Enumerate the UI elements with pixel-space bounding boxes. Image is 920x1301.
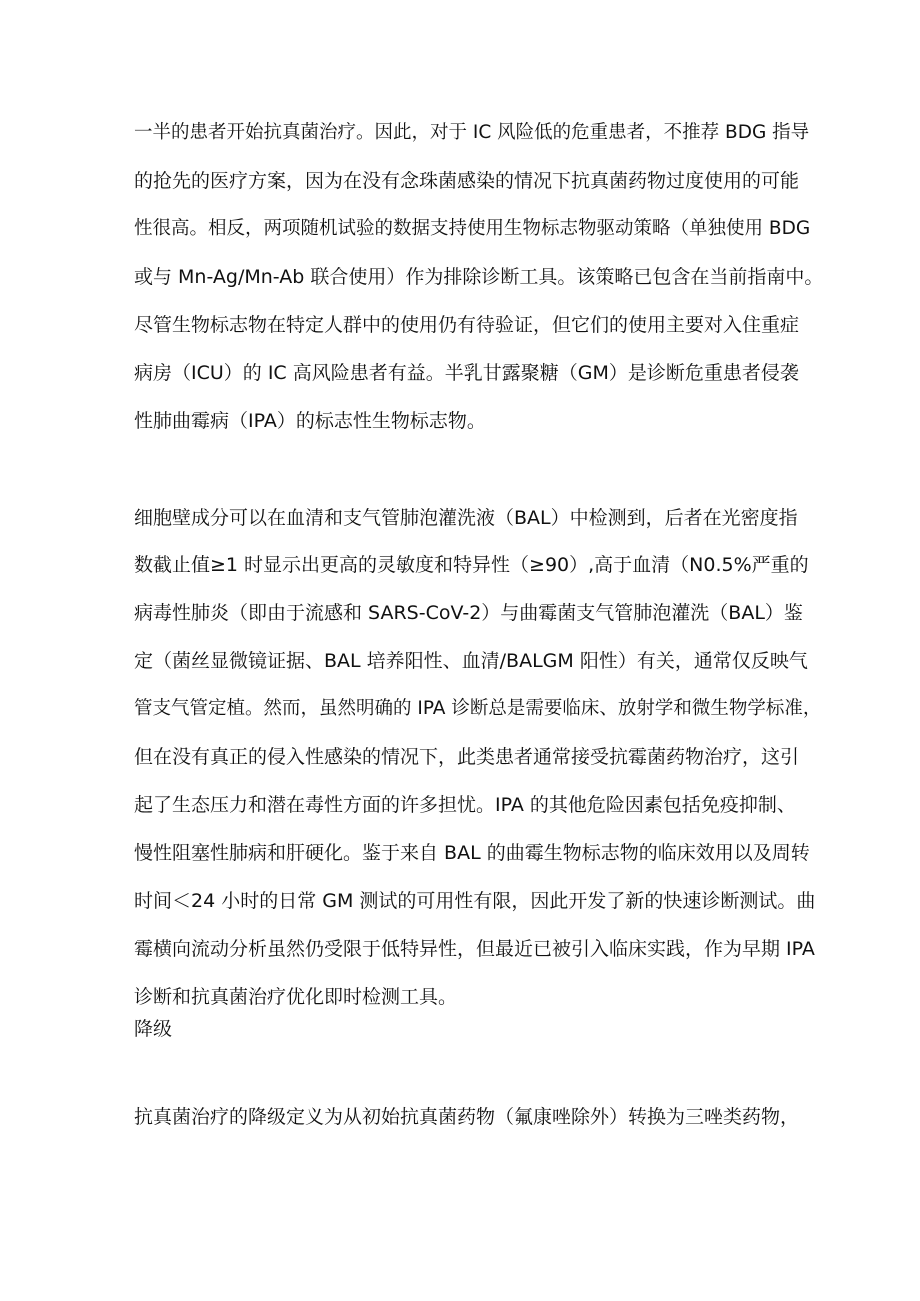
paragraph-line: 的抢先的医疗方案，因为在没有念珠菌感染的情况下抗真菌药物过度使用的可能 xyxy=(134,170,800,192)
paragraph-line: 病毒性肺炎（即由于流感和 SARS-CoV-2）与曲霉菌支气管肺泡灌洗（BAL）鉴 xyxy=(134,602,803,624)
paragraph-line: 起了生态压力和潜在毒性方面的许多担忧。IPA 的其他危险因素包括免疫抑制、 xyxy=(134,794,796,816)
paragraph-line: 时间＜24 小时的日常 GM 测试的可用性有限，因此开发了新的快速诊断测试。曲 xyxy=(134,890,816,912)
paragraph-line: 慢性阻塞性肺病和肝硬化。鉴于来自 BAL 的曲霉生物标志物的临床效用以及周转 xyxy=(134,842,810,864)
paragraph-line: 数截止值≥1 时显示出更高的灵敏度和特异性（≥90）,高于血清（N0.5%严重的 xyxy=(134,554,809,576)
paragraph-line: 诊断和抗真菌治疗优化即时检测工具。 xyxy=(134,986,458,1008)
paragraph-line: 管支气管定植。然而，虽然明确的 IPA 诊断总是需要临床、放射学和微生物学标准， xyxy=(134,698,822,719)
paragraph-line: 性肺曲霉病（IPA）的标志性生物标志物。 xyxy=(134,410,486,432)
paragraph-line: 霉横向流动分析虽然仍受限于低特异性，但最近已被引入临床实践，作为早期 IPA xyxy=(134,938,815,960)
paragraph-line: 细胞壁成分可以在血清和支气管肺泡灌洗液（BAL）中检测到，后者在光密度指 xyxy=(134,507,798,529)
paragraph-line: 病房（ICU）的 IC 高风险患者有益。半乳甘露聚糖（GM）是诊断危重患者侵袭 xyxy=(134,362,799,384)
paragraph-line: 或与 Mn-Ag/Mn-Ab 联合使用）作为排除诊断工具。该策略已包含在当前指南中。 xyxy=(134,266,824,288)
paragraph-line: 但在没有真正的侵入性感染的情况下，此类患者通常接受抗霉菌药物治疗，这引 xyxy=(134,746,800,768)
section-heading: 降级 xyxy=(134,1018,173,1040)
paragraph-line: 尽管生物标志物在特定人群中的使用仍有待验证，但它们的使用主要对入住重症 xyxy=(134,314,800,336)
paragraph-line: 定（菌丝显微镜证据、BAL 培养阳性、血清/BALGM 阳性）有关，通常仅反映气 xyxy=(134,650,808,672)
paragraph-line: 抗真菌治疗的降级定义为从初始抗真菌药物（氟康唑除外）转换为三唑类药物， xyxy=(134,1106,800,1128)
paragraph-line: 性很高。相反，两项随机试验的数据支持使用生物标志物驱动策略（单独使用 BDG xyxy=(134,218,811,239)
paragraph-line: 一半的患者开始抗真菌治疗。因此，对于 IC 风险低的危重患者，不推荐 BDG 指导 xyxy=(134,122,810,143)
